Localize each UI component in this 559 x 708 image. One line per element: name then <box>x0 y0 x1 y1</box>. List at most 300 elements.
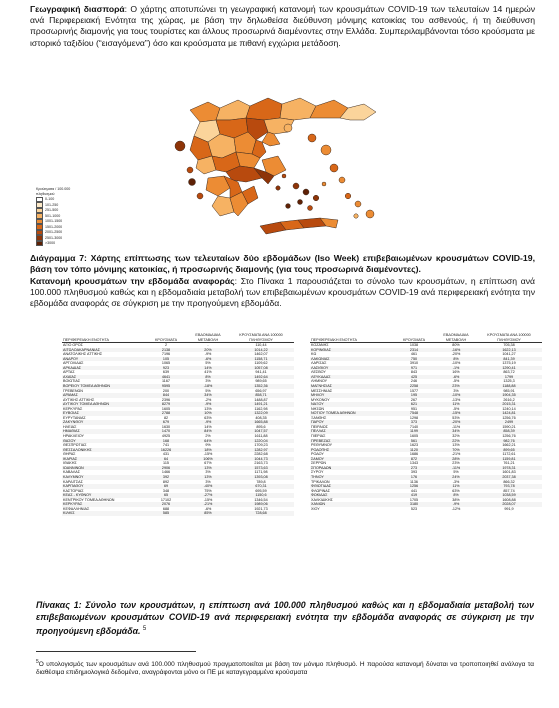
cell-weekly-change: -9% <box>436 502 476 507</box>
cell-weekly-change: -9% <box>188 420 228 425</box>
cell-weekly-change: 53% <box>452 415 460 420</box>
cell-weekly-change: -21% <box>451 452 461 457</box>
cell-region: ΕΥΡΥΤΑΝΙΑΣ <box>63 415 86 420</box>
cell-region: ΠΕΙΡΑΙΩΣ <box>311 424 328 429</box>
cell-cases: 17102 <box>160 497 172 502</box>
cell-weekly-change: -9% <box>188 402 228 407</box>
cell-per-100k: 1424,81 <box>476 411 542 416</box>
cell-cases: 7140 <box>409 424 419 429</box>
cell-region: ΚΑΡΔΙΤΣΑΣ <box>63 479 83 484</box>
header-cases: ΚΡΟΥΣΜΑΤΑ <box>392 333 436 343</box>
cell-cases: 1038 <box>409 343 419 348</box>
cell-per-100k: 2015,31 <box>476 402 542 407</box>
cell-per-100k: 2616,2 <box>503 397 515 402</box>
diagram-title: Διάγραμμα 7: Χάρτης επίπτωσης των τελευταίων δύο εβδομάδων (Iso Week) επιβεβαιωμένων κρουσμάτων COVID-19, βάση τον τόπο μόνιμης κατοικίας, ή προσωρινής διαμονής (για τους προσωρινά διαμένοντες). <box>30 253 535 275</box>
cell-region: ΛΕΣΒΟΥ <box>311 370 326 375</box>
cell-cases: 425 <box>392 375 436 380</box>
cell-cases: 2788 <box>144 411 188 416</box>
cell-weekly-change: 63% <box>204 415 212 420</box>
cell-per-100k: 1488,87 <box>254 397 268 402</box>
cell-region: ΖΑΚΥΝΘΟΥ <box>62 420 144 425</box>
cell-cases: 1577 <box>409 388 419 393</box>
cell-region: ΤΗΝΟΥ <box>310 475 392 480</box>
footnote <box>36 658 534 678</box>
cell-cases: 741 <box>162 443 170 448</box>
cell-region: ΡΟΔΟΥ <box>311 452 324 457</box>
cell-cases: 392 <box>144 475 188 480</box>
cell-region: ΛΕΥΚΑΔΑΣ <box>310 375 392 380</box>
cell-weekly-change: 14% <box>188 366 228 371</box>
cell-per-100k: 761,21 <box>503 461 515 466</box>
cell-per-100k: 670,31 <box>228 484 294 489</box>
cell-weekly-change: 3% <box>205 379 211 384</box>
header-region: ΠΕΡΙΦΕΡΕΙΑΚΗ ΕΝΟΤΗΤΑ <box>310 333 392 343</box>
cell-weekly-change: -27% <box>188 493 228 498</box>
cell-cases: 3180 <box>392 502 436 507</box>
cell-region: ΣΑΜΟΥ <box>310 457 392 462</box>
cell-cases: 7196 <box>161 352 171 357</box>
cell-per-100k: 1041,27 <box>502 352 516 357</box>
cell-cases: 7548 <box>392 411 436 416</box>
map-island <box>175 141 185 151</box>
cell-cases: 105 <box>144 357 188 362</box>
cell-cases: 195 <box>392 393 436 398</box>
cell-cases: 461 <box>410 352 418 357</box>
cell-weekly-change: 84% <box>188 429 228 434</box>
cell-cases: 9595 <box>144 384 188 389</box>
cell-region: ΠΕΛΛΑΣ <box>310 429 392 434</box>
cell-cases: 1686 <box>409 452 419 457</box>
cell-cases: 679 <box>144 420 188 425</box>
footnote-text: Ο υπολογισμός των κρουσμάτων ανά 100.000 πληθυσμού πραγματοποιείται με βάση τον μόνιμο πληθυσμό. Η παρούσα κατανομή δύναται να τροποποιηθεί ανάλογα τα διαθέσιμα επιδημιολογικά δεδομένα, αναγράφονται μόνο οι ΠΕ με καταγεγραμμένα κρούσματα <box>36 661 534 677</box>
cell-weekly-change: -6% <box>204 506 212 511</box>
header-weekly-change: ΕΒΔΟΜΑΔΙΑΙΑ ΜΕΤΑΒΟΛΗ <box>436 333 476 343</box>
cell-cases: 176 <box>392 475 436 480</box>
distribution-label: Κατανομή κρουσμάτων την εβδομάδα αναφοράς <box>30 276 235 286</box>
cell-weekly-change: 20% <box>188 348 228 353</box>
cell-cases: 1343 <box>409 461 419 466</box>
cell-weekly-change: 28% <box>436 457 476 462</box>
cell-region: ΦΘΙΩΤΙΔΑΣ <box>310 484 392 489</box>
cell-per-100k: 941,41 <box>255 370 267 375</box>
cell-weekly-change: 34% <box>436 429 476 434</box>
cell-region: ΚΑΣΤΟΡΙΑΣ <box>63 488 84 493</box>
cell-weekly-change: -11% <box>436 466 476 471</box>
cell-cases: 1623 <box>409 443 419 448</box>
cell-region: ΜΑΓΝΗΣΙΑΣ <box>310 384 392 389</box>
cell-cases: 65 <box>144 493 188 498</box>
cell-weekly-change: 13% <box>188 475 228 480</box>
cell-region: ΓΡΕΒΕΝΩΝ <box>63 388 83 393</box>
cell-region: ΚΑΡΠΑΘΟΥ <box>62 484 144 489</box>
header-per-100k: ΚΡΟΥΣΜΑΤΑ ΑΝΑ 100000 ΠΛΗΘΥΣΜΟΥ <box>476 333 542 343</box>
cell-weekly-change: 32% <box>452 434 460 439</box>
cell-weekly-change: 13% <box>188 466 228 471</box>
cell-region: ΠΑΡΟΥ <box>310 420 392 425</box>
cell-per-100k: 858,39 <box>476 429 542 434</box>
cell-region: ΘΑΣΟΥ <box>62 439 144 444</box>
cell-cases: 971 <box>392 366 436 371</box>
cell-region: ΔΥΤΙΚΗΣ ΑΤΤΙΚΗΣ <box>63 397 95 402</box>
header-weekly-change: ΕΒΔΟΜΑΔΙΑΙΑ ΜΕΤΑΒΟΛΗ <box>188 333 228 343</box>
cell-per-100k: 2163,73 <box>254 461 268 466</box>
cell-region: ΝΟΤΙΟΥ ΤΟΜΕΑ ΑΘΗΝΩΝ <box>310 411 392 416</box>
cell-per-100k: 1188,88 <box>476 384 542 389</box>
cell-cases: 393 <box>410 470 418 475</box>
cell-per-100k: 985,91 <box>503 388 515 393</box>
cell-weekly-change: 67% <box>204 461 212 466</box>
cell-weekly-change: -13% <box>451 397 461 402</box>
map-island <box>276 186 280 190</box>
cell-region: ΦΛΩΡΙΝΑΣ <box>311 488 331 493</box>
cell-per-100k: 982,76 <box>476 439 542 444</box>
cell-region: ΡΟΔΟΠΗΣ <box>310 448 392 453</box>
map-island <box>354 214 358 218</box>
cell-per-100k: 857,74 <box>503 488 515 493</box>
cell-region: ΠΡΕΒΕΖΑΣ <box>310 439 392 444</box>
map-island <box>293 183 299 189</box>
cell-region: ΚΟΖΑΝΗΣ <box>311 343 329 348</box>
cell-per-100k: 656,97 <box>255 388 267 393</box>
cell-cases: 1630 <box>161 424 171 429</box>
legend-label: 1001-1500 <box>45 219 63 224</box>
cell-per-100k: 1044,73 <box>228 457 294 462</box>
intro-label: Γεωγραφική διασπορά <box>30 4 125 14</box>
cell-cases: 1298 <box>409 415 419 420</box>
cell-cases: 4641 <box>144 375 188 380</box>
cell-per-100k: 110,44 <box>255 343 267 348</box>
footnote-ref: 5 <box>142 626 147 633</box>
cell-weekly-change: 8% <box>188 375 228 380</box>
cell-cases: 1120 <box>392 448 436 453</box>
cell-cases: 64 <box>144 457 188 462</box>
legend-label: 2501-3000 <box>45 235 63 240</box>
greece-incidence-map <box>150 88 410 236</box>
cell-per-100k: 1256,76 <box>502 415 516 420</box>
cell-cases: 373 <box>392 420 436 425</box>
cell-per-100k: 1662,21 <box>502 443 516 448</box>
cell-cases: 267 <box>410 397 418 402</box>
cell-weekly-change: -5% <box>452 406 460 411</box>
cell-per-100k: 1158,71 <box>228 357 294 362</box>
cell-weekly-change: 3% <box>205 479 211 484</box>
map-island <box>298 200 303 205</box>
cell-weekly-change: -1% <box>436 366 476 371</box>
cell-region: ΙΩΑΝΝΙΝΩΝ <box>62 466 144 471</box>
cell-region: ΛΗΜΝΟΥ <box>311 379 328 384</box>
cell-cases: 1705 <box>409 497 419 502</box>
cell-region: ΙΘΑΚΗΣ <box>63 461 77 466</box>
cell-weekly-change: 9% <box>205 443 211 448</box>
cell-cases: 750 <box>392 357 436 362</box>
cell-cases: 639 <box>162 370 170 375</box>
table-header-row <box>62 333 294 343</box>
map-island <box>308 134 316 142</box>
cell-cases: 69 <box>144 484 188 489</box>
cell-cases: 200 <box>162 388 170 393</box>
map-island <box>187 167 193 173</box>
cell-weekly-change: -5% <box>452 379 460 384</box>
cell-cases: 246 <box>410 379 418 384</box>
legend-item <box>36 241 72 247</box>
cell-region: ΚΟΡΙΝΘΙΑΣ <box>310 348 392 353</box>
cell-per-100k: 895,6 <box>256 424 266 429</box>
cell-cases: 82 <box>163 415 169 420</box>
map-region <box>190 102 220 122</box>
cell-weekly-change: -10% <box>451 361 461 366</box>
cell-weekly-change: 3% <box>453 388 459 393</box>
cell-per-100k: 705,38 <box>503 343 515 348</box>
cell-cases: 688 <box>162 506 170 511</box>
cell-weekly-change: 24% <box>436 475 476 480</box>
cell-cases: 1199 <box>392 429 436 434</box>
cell-cases: 872 <box>392 457 436 462</box>
footnote-divider <box>36 651 196 652</box>
cell-per-100k: 1601,83 <box>502 470 516 475</box>
cell-region: ΚΕΝΤΡΙΚΟΥ ΤΟΜΕΑ ΑΘΗΝΩΝ <box>63 497 115 502</box>
cell-weekly-change: 11% <box>436 484 476 489</box>
cell-region: ΑΙΤΩΛΟΑΚΑΡΝΑΝΙΑΣ <box>62 348 144 353</box>
cell-cases: 419 <box>392 493 436 498</box>
header-per-100k: ΚΡΟΥΣΜΑΤΑ ΑΝΑ 100000 ΠΛΗΘΥΣΜΟΥ <box>228 333 294 343</box>
cell-cases: 1466 <box>161 470 171 475</box>
cell-cases: 2 <box>164 343 168 348</box>
cell-per-100k: 863,72 <box>503 370 515 375</box>
cell-weekly-change: - <box>207 343 209 348</box>
cell-weekly-change: 11% <box>436 402 476 407</box>
cell-per-100k: 866,32 <box>503 479 515 484</box>
legend-swatch <box>36 241 43 247</box>
legend-label: 1501-2000 <box>45 224 63 229</box>
cell-per-100k: 1256,76 <box>502 434 516 439</box>
cell-region: ΚΕΡΚΥΡΑΣ <box>63 406 83 411</box>
cell-per-100k: 1352,36 <box>228 384 294 389</box>
cell-region: ΣΕΡΡΩΝ <box>311 461 327 466</box>
cell-per-100k: 1611,88 <box>254 434 268 439</box>
cell-weekly-change: 18% <box>188 448 228 453</box>
cell-region: ΑΓΙΟ ΟΡΟΣ <box>63 343 83 348</box>
cell-weekly-change: 75% <box>204 488 212 493</box>
cell-region: ΑΡΚΑΔΙΑΣ <box>62 366 144 371</box>
cell-per-100k: 1590,21 <box>502 424 516 429</box>
cell-region: ΚΑΒΑΛΑΣ <box>63 470 81 475</box>
cell-per-100k: 728,68 <box>228 511 294 516</box>
cell-cases: 621 <box>392 402 436 407</box>
cell-cases: 1256 <box>392 484 436 489</box>
legend-label: 501-1000 <box>45 213 61 218</box>
cell-region: ΛΑΣΙΘΙΟΥ <box>310 366 392 371</box>
cell-cases: 4925 <box>161 434 171 439</box>
cell-region: ΧΑΝΙΩΝ <box>310 502 392 507</box>
cell-weekly-change: 34% <box>188 393 228 398</box>
cell-weekly-change: 85% <box>188 511 228 516</box>
cell-per-100k: 1240,14 <box>502 406 516 411</box>
table-row <box>62 511 294 516</box>
cell-per-100k: 1162,98 <box>254 406 268 411</box>
cell-cases: 892 <box>162 479 170 484</box>
map-island <box>282 174 286 178</box>
cell-cases: 168 <box>144 439 188 444</box>
cell-weekly-change: 3% <box>205 470 211 475</box>
cell-region: ΙΚΑΡΙΑΣ <box>62 457 144 462</box>
cell-region: ΕΥΒΟΙΑΣ <box>62 411 144 416</box>
legend-label: 251-500 <box>45 208 59 213</box>
cell-cases: 3910 <box>409 361 419 366</box>
cell-weekly-change: -6% <box>436 375 476 380</box>
cell-per-100k: 1709,23 <box>254 443 268 448</box>
cell-per-100k: 1172,61 <box>502 452 516 457</box>
cell-weekly-change: -9% <box>204 352 212 357</box>
cell-per-100k: 2282,68 <box>254 452 268 457</box>
cell-region: ΝΑΞΟΥ <box>310 402 392 407</box>
cell-cases: 348 <box>162 488 170 493</box>
cell-region: ΧΙΟΥ <box>311 506 320 511</box>
cell-weekly-change: -10% <box>436 393 476 398</box>
cell-region: ΑΝΑΤΟΛΙΚΗΣ ΑΤΤΙΚΗΣ <box>63 352 103 357</box>
cell-cases: 561 <box>392 439 436 444</box>
distribution-paragraph <box>30 276 535 310</box>
cell-weekly-change: -15% <box>436 411 476 416</box>
map-island <box>345 193 351 199</box>
cell-weekly-change: -40% <box>188 484 228 489</box>
cell-region: ΧΑΛΚΙΔΙΚΗΣ <box>311 497 333 502</box>
cell-per-100k: 1109,62 <box>254 361 268 366</box>
cell-weekly-change: 64% <box>188 439 228 444</box>
cell-region: ΦΩΚΙΔΑΣ <box>310 493 392 498</box>
cell-weekly-change: 2% <box>205 434 211 439</box>
cell-per-100k: 1904,35 <box>476 393 542 398</box>
cell-cases: 1136 <box>410 479 418 484</box>
cell-region: ΚΕΑΣ - ΚΥΘΝΟΥ <box>62 493 144 498</box>
cell-per-100k: 1393,08 <box>228 475 294 480</box>
cell-per-100k: 1573,63 <box>228 466 294 471</box>
cell-region: ΚΕΡΚΥΡΑΣ <box>62 502 144 507</box>
cell-cases: 843 <box>410 370 418 375</box>
cell-region: ΑΡΤΑΣ <box>63 370 75 375</box>
footnote-mark: 5 <box>36 659 39 665</box>
header-region: ΠΕΡΙΦΕΡΕΙΑΚΗ ΕΝΟΤΗΤΑ <box>62 333 144 343</box>
map-legend <box>36 187 72 246</box>
cell-region: ΑΧΑΪΑΣ <box>62 375 144 380</box>
cell-weekly-change: -2% <box>204 397 212 402</box>
cell-cases: 273 <box>392 466 436 471</box>
map-island <box>189 179 196 186</box>
cell-per-100k: 793,78 <box>476 484 542 489</box>
cell-weekly-change: -3% <box>452 479 460 484</box>
table-row <box>310 507 542 512</box>
cell-per-100k: 1057,08 <box>228 366 294 371</box>
map-island <box>286 204 291 209</box>
cell-cases: 844 <box>144 393 188 398</box>
cell-cases: 441 <box>410 488 418 493</box>
cell-region: ΜΥΚΟΝΟΥ <box>311 397 330 402</box>
cell-weekly-change: 70% <box>436 448 476 453</box>
cell-weekly-change: 13% <box>204 406 212 411</box>
cell-per-100k: 991,9 <box>504 506 514 511</box>
cell-per-100k: 1150,6 <box>228 493 294 498</box>
cell-weekly-change: -20% <box>451 352 461 357</box>
legend-label: 0-100 <box>45 197 55 202</box>
cell-weekly-change: 23% <box>452 461 460 466</box>
legend-label: 101-250 <box>45 202 59 207</box>
cell-region: ΘΕΣΠΡΩΤΙΑΣ <box>63 443 87 448</box>
cell-per-100k: 1346,54 <box>254 497 268 502</box>
cell-weekly-change: 5% <box>205 388 211 393</box>
map-island <box>339 177 345 183</box>
cell-per-100k: 1989,06 <box>228 502 294 507</box>
cell-region: ΗΡΑΚΛΕΙΟΥ <box>63 434 84 439</box>
cell-region: ΚΑΛΥΜΝΟΥ <box>62 475 144 480</box>
map-region <box>246 98 282 120</box>
map-region <box>216 100 250 120</box>
cell-weekly-change: -12% <box>451 506 461 511</box>
cell-cases: 1167 <box>162 379 170 384</box>
map-island <box>313 195 319 201</box>
cell-weekly-change: 14% <box>204 424 212 429</box>
legend-title: Κρούσματα / 100.000 πληθυσμού <box>36 187 71 196</box>
legend-label: >3000 <box>45 241 56 246</box>
cell-per-100k: 2037,38 <box>476 475 542 480</box>
cell-per-100k: 2028,07 <box>476 502 542 507</box>
cell-per-100k: 1491,21 <box>228 402 294 407</box>
cell-cases: 1470 <box>144 429 188 434</box>
cell-per-100k: 408,35 <box>255 415 267 420</box>
cell-per-100k: 899,65 <box>476 448 542 453</box>
cell-region: ΑΡΓΟΛΙΔΑΣ <box>63 361 84 366</box>
map-island <box>321 145 331 155</box>
cell-region: ΒΟΡΕΙΟΥ ΤΟΜΕΑ ΑΘΗΝΩΝ <box>62 384 144 389</box>
map-island <box>355 201 361 207</box>
cell-weekly-change: 8% <box>436 357 476 362</box>
map-island <box>284 124 292 132</box>
cell-per-100k: 695,59 <box>255 488 267 493</box>
cell-region: ΑΝΔΡΟΥ <box>62 357 144 362</box>
cell-per-100k: 1665,88 <box>228 420 294 425</box>
map-island <box>308 206 313 211</box>
cell-per-100k: 789,8 <box>256 479 266 484</box>
cell-per-100k: 989,65 <box>255 379 267 384</box>
cell-cases: 523 <box>410 506 418 511</box>
cell-weekly-change: 106% <box>188 457 228 462</box>
cell-region: ΚΩ <box>311 352 317 357</box>
cell-per-100k: 1322,09 <box>228 411 294 416</box>
caption-text: Πίνακας 1: Σύνολο των κρουσμάτων, η επίπτωση ανά 100.000 πληθυσμού καθώς και η εβδομαδιαία μεταβολή των επιβεβαιωμένων κρουσμάτων COVID-19 ανά περιφερειακή ενότητα την εβδομάδα αναφοράς σε σύγκριση με την προηγούμενη εβδομάδα. <box>36 600 534 637</box>
cell-per-100k: 858,71 <box>228 393 294 398</box>
cell-per-100k: 1799 <box>476 375 542 380</box>
cell-per-100k: 1159,81 <box>476 457 542 462</box>
cell-cases: 2258 <box>392 384 436 389</box>
cell-per-100k: 1921,73 <box>254 506 268 511</box>
cell-weekly-change: 5% <box>205 361 211 366</box>
cell-weekly-change: 8% <box>436 493 476 498</box>
cell-weekly-change: 22% <box>436 439 476 444</box>
cell-per-100k: 1220,04 <box>228 439 294 444</box>
cell-cases: 2906 <box>144 466 188 471</box>
cell-region: ΠΙΕΡΙΑΣ <box>311 434 326 439</box>
cell-cases: 115 <box>163 461 169 466</box>
cell-per-100k: 1171,98 <box>254 470 268 475</box>
cell-per-100k: 1290,41 <box>476 366 542 371</box>
cases-table-left <box>62 333 294 516</box>
cell-weekly-change: 16% <box>452 370 460 375</box>
cell-region: ΝΗΣΩΝ <box>311 406 325 411</box>
cell-weekly-change: -6% <box>188 357 228 362</box>
cell-weekly-change: -15% <box>203 497 213 502</box>
cell-per-100k: 1047,57 <box>228 429 294 434</box>
cell-cases: 431 <box>162 452 170 457</box>
cell-per-100k: 841,39 <box>476 357 542 362</box>
cell-cases: 585 <box>144 511 188 516</box>
